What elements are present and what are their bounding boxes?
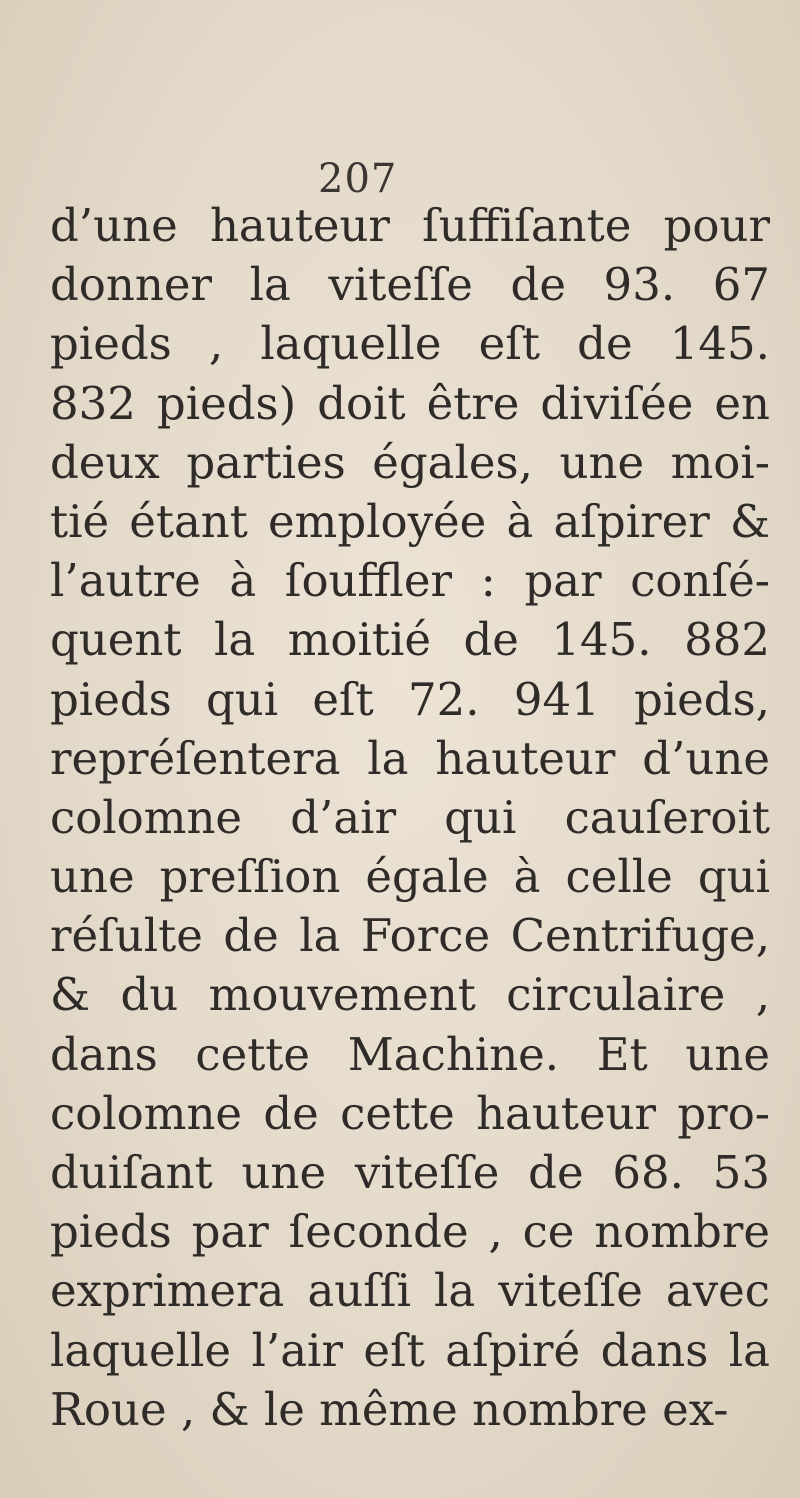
text-line: 832 pieds) doit être diviſée en — [50, 376, 770, 430]
text-line: repréſentera la hauteur d’une — [50, 731, 770, 785]
text-line: l’autre à ſouffler : par conſé- — [50, 554, 770, 608]
text-line: tié étant employée à aſpirer & — [50, 494, 770, 548]
text-line: réſulte de la Force Centrifuge, — [50, 909, 770, 963]
page-body-text — [50, 196, 770, 1439]
text-line: quent la moitié de 145. 882 — [50, 613, 770, 667]
text-line: dans cette Machine. Et une — [50, 1027, 770, 1081]
text-line: d’une hauteur ſuffiſante pour — [50, 199, 770, 252]
text-line: pieds qui eſt 72. 941 pieds, — [50, 672, 770, 726]
text-line: colomne de cette hauteur pro- — [50, 1086, 770, 1140]
text-line: laquelle l’air eſt aſpiré dans la — [50, 1323, 770, 1377]
text-line: Roue , & le même nombre ex- — [50, 1382, 729, 1436]
text-line: colomne d’air qui cauſeroit — [50, 790, 770, 844]
text-line: & du mouvement circulaire , — [50, 968, 770, 1022]
text-line: pieds par ſeconde , ce nombre — [50, 1205, 770, 1259]
text-line: exprimera auſſi la viteſſe avec — [50, 1264, 770, 1318]
text-line: donner la viteſſe de 93. 67 — [50, 258, 770, 312]
page-number: 207 — [318, 156, 398, 202]
text-line: deux parties égales, une moi- — [50, 435, 770, 489]
text-line: pieds , laquelle eſt de 145. — [50, 317, 770, 371]
text-line: duiſant une viteſſe de 68. 53 — [50, 1146, 770, 1199]
text-line: une preſſion égale à celle qui — [50, 850, 770, 904]
